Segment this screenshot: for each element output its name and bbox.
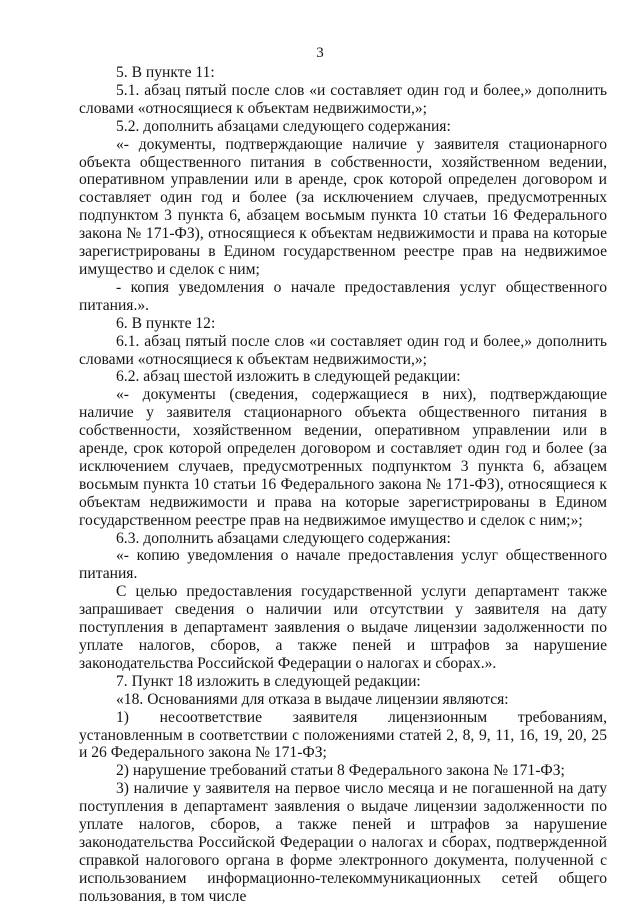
paragraph-18-item-1: 1) несоответствие заявителя лицензионным требованиям, установленным в соответствии с положениями статей 2, 8, 9, 11, 16, 19, 20, 25 и 26 Федерального закона № 171-ФЗ; bbox=[79, 708, 607, 762]
paragraph-6-2: 6.2. абзац шестой изложить в следующей редакции: bbox=[116, 368, 461, 386]
paragraph-6-2-documents: «- документы (сведения, содержащиеся в них), подтверждающие наличие у заявителя стационарного объекта общественного питания в собственности, хозяйственном ведении, оперативном управлении или в аренде, срок которой определен договором и составляет один год и более (за исключением случаев, предусмотренных подпунктом 3 пункта 6, абзацем восьмым пункта 10 статьи 16 Федерального закона № 171-ФЗ), относящиеся к объектам недвижимости и права на которые зарегистрированы в Едином государственном реестре прав на недвижимое имущество и сделок с ним;»; bbox=[79, 386, 607, 529]
paragraph-5-2-documents: «- документы, подтверждающие наличие у заявителя стационарного объекта общественного питания в собственности, хозяйственном ведении, оперативном управлении или в аренде, срок которой определен договором и составляет один год и более (за исключением случаев, предусмотренных подпунктом 3 пункта 6, абзацем восьмым пункта 10 статьи 16 Федерального закона № 171-ФЗ), относящиеся к объектам недвижимости и права на которые зарегистрированы в Едином государственном реестре прав на недвижимое имущество и сделок с ним; bbox=[79, 135, 607, 278]
page-number: 3 bbox=[316, 45, 324, 61]
paragraph-5-heading: 5. В пункте 11: bbox=[116, 64, 215, 81]
paragraph-6-3-request: С целью предоставления государственной услуги департамент также запрашивает сведения о наличии или отсутствии у заявителя на дату поступления в департамент заявления о выдаче лицензии задолженности по уплате налогов, сборов, а также пеней и штрафов за нарушение законодательства Российской Федерации о налогах и сборах.». bbox=[79, 583, 607, 672]
paragraph-5-2-copy: - копия уведомления о начале предоставления услуг общественного питания.». bbox=[79, 278, 607, 314]
paragraph-18-intro: «18. Основаниями для отказа в выдаче лицензии являются: bbox=[116, 690, 509, 708]
paragraph-18-item-3: 3) наличие у заявителя на первое число месяца и не погашенной на дату поступления в департамент заявления о выдаче лицензии задолженности по уплате налогов, сборов, а также пеней и штрафов за нарушение законодательства Российской Федерации о налогах и сборах, подтвержденной справкой налогового органа в форме электронного документа, полученной с использованием информационно-телекоммуникационных сетей общего пользования, в том числе bbox=[79, 780, 607, 905]
paragraph-6-heading: 6. В пункте 12: bbox=[116, 314, 216, 332]
paragraph-6-3-copy: «- копию уведомления о начале предоставления услуг общественного питания. bbox=[79, 547, 607, 583]
paragraph-6-1: 6.1. абзац пятый после слов «и составляет один год и более,» дополнить словами «относящиеся к объектам недвижимости,»; bbox=[79, 332, 607, 368]
document-body bbox=[79, 64, 607, 906]
paragraph-5-2: 5.2. дополнить абзацами следующего содержания: bbox=[116, 117, 451, 135]
paragraph-18-item-2: 2) нарушение требований статьи 8 Федерального закона № 171-ФЗ; bbox=[116, 762, 565, 780]
paragraph-6-3: 6.3. дополнить абзацами следующего содержания: bbox=[116, 529, 451, 547]
paragraph-7-heading: 7. Пункт 18 изложить в следующей редакции: bbox=[116, 672, 421, 690]
paragraph-5-1: 5.1. абзац пятый после слов «и составляет один год и более,» дополнить словами «относящиеся к объектам недвижимости,»; bbox=[79, 81, 607, 117]
